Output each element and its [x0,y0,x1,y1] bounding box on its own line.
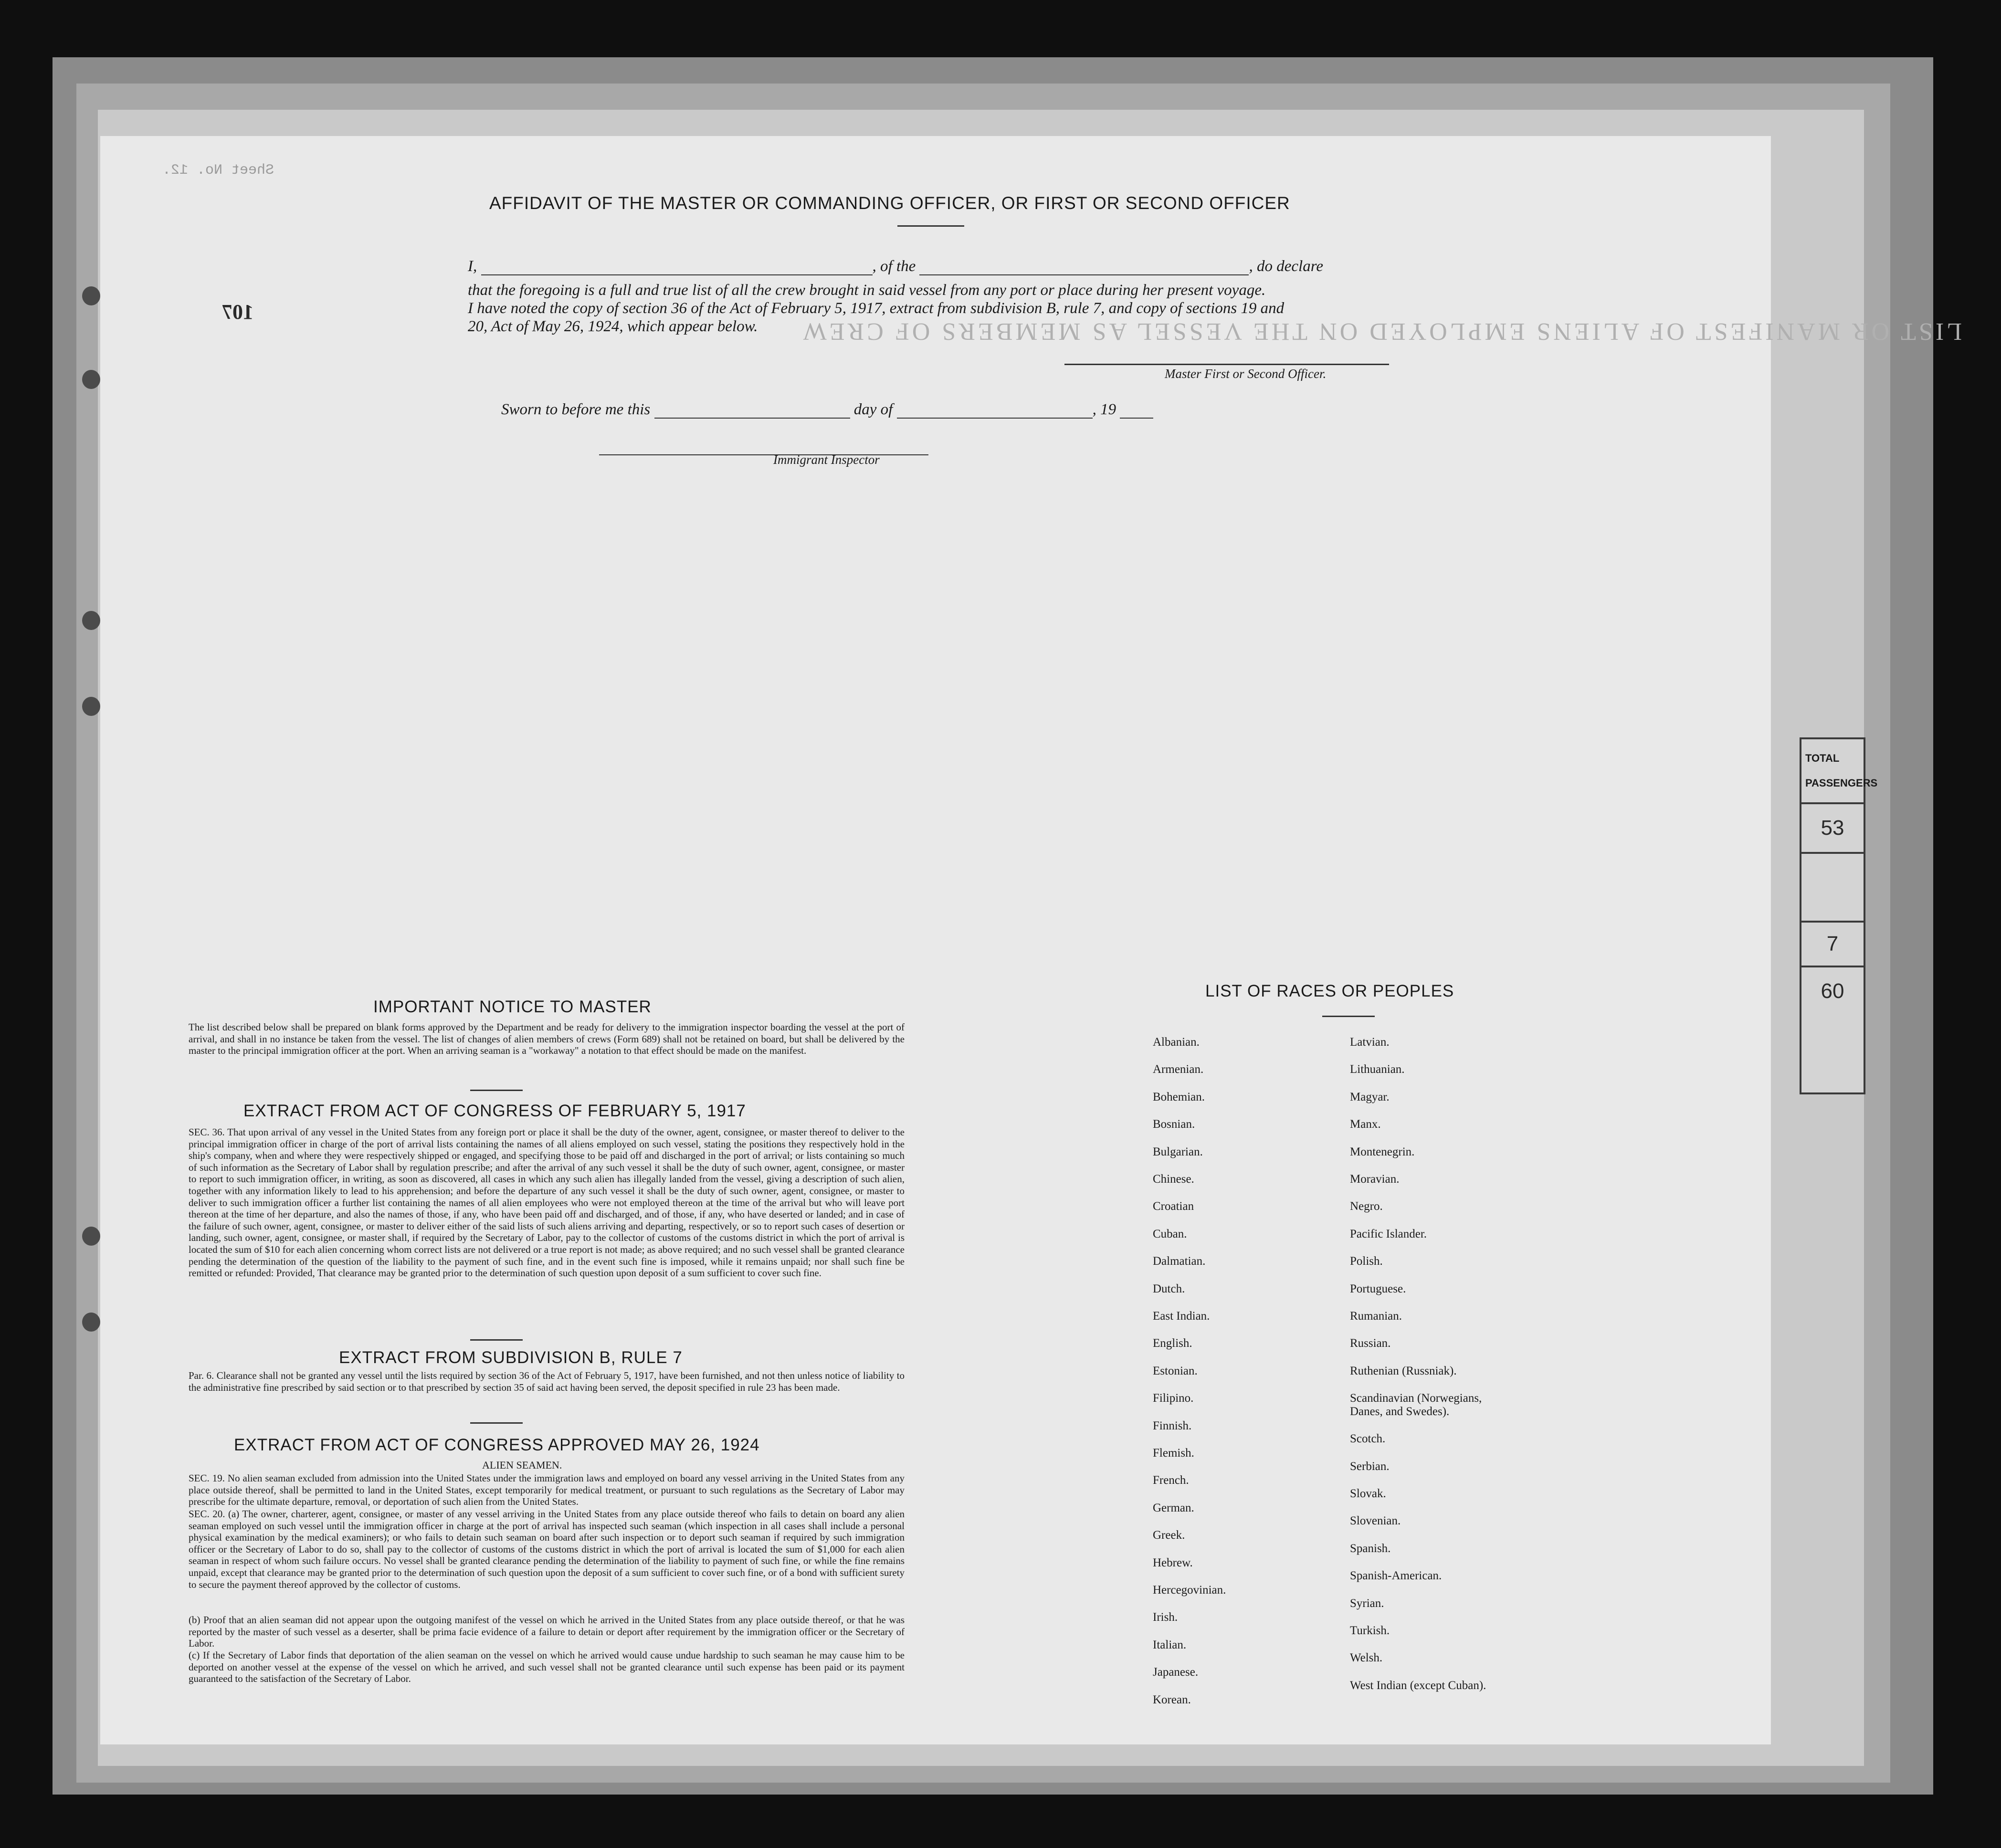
race-item: Magyar. [1350,1090,1390,1103]
sworn-line [501,401,1153,419]
race-item: Polish. [1350,1255,1383,1268]
affidavit-line-1 [468,258,1323,275]
race-item: English. [1153,1337,1192,1350]
total-value: 53 [1801,804,1864,854]
divider [470,1422,523,1424]
race-item: Welsh. [1350,1651,1383,1665]
inspector-label: Immigrant Inspector [773,452,880,467]
race-item: Hercegovinian. [1153,1584,1226,1596]
total-passengers-box [1800,737,1878,1094]
race-item: Spanish-American. [1350,1569,1442,1583]
race-item: Bohemian. [1153,1090,1205,1103]
race-item: Cuban. [1153,1227,1187,1240]
name-blank [481,263,873,275]
race-item: Bulgarian. [1153,1145,1203,1158]
year-blank [1120,406,1153,419]
total-value: 60 [1821,979,1844,1003]
divider [470,1339,523,1341]
divider [1322,1016,1375,1017]
total-value: 7 [1801,923,1864,967]
race-item: Croatian [1153,1200,1194,1213]
races-title: LIST OF RACES OR PEOPLES [1205,982,1454,1000]
race-item: Russian. [1350,1337,1391,1350]
race-item: Korean. [1153,1693,1191,1706]
race-item: Greek. [1153,1529,1185,1542]
extract-rule7-text: Par. 6. Clearance shall not be granted any vessel until the lists required by section 36 of the Act of February 5, 1917, have been furnished, and not then unless notice of liability to the administrative fine prescribed by said section or to that prescribed by section 35 of said act having been served, the deposit specified in rule 23 has been made. [189,1370,905,1393]
race-item: Scotch. [1350,1432,1386,1446]
race-item: Pacific Islander. [1350,1227,1427,1240]
year-text: , 19 [1092,401,1116,418]
race-item: Latvian. [1350,1036,1390,1049]
race-item: Ruthenian (Russniak). [1350,1364,1457,1377]
punch-hole [82,1312,100,1332]
race-item: German. [1153,1501,1194,1514]
vessel-blank [919,263,1249,275]
signature-line [1064,364,1389,365]
race-item: Moravian. [1350,1173,1400,1186]
affidavit-i: I, [468,258,477,275]
alien-seamen-subtitle: ALIEN SEAMEN. [482,1459,562,1471]
race-item: Irish. [1153,1611,1178,1624]
sheet-number: Sheet No. 12. [162,162,274,178]
sworn-text: Sworn to before me this [501,401,651,418]
punch-hole [82,611,100,630]
month-blank [897,406,1093,419]
extract-1924-title: EXTRACT FROM ACT OF CONGRESS APPROVED MAY 26, 1924 [234,1436,760,1454]
race-item: Finnish. [1153,1419,1192,1432]
race-item: Slovenian. [1350,1514,1401,1528]
race-item: Filipino. [1153,1392,1194,1405]
race-item: Bosnian. [1153,1118,1195,1131]
affidavit-line-4: 20, Act of May 26, 1924, which appear below. [468,318,758,335]
sec-20b-text: (b) Proof that an alien seaman did not appear upon the outgoing manifest of the vessel on which he arrived in the United States from any place outside thereof, or that he was reported by the master of such vessel as a deserter, shall be prima facie evidence of a failure to detain or deport after requirement by the immigration officer or the Secretary of Labor. [189,1614,905,1649]
affidavit-of-the: , of the [872,258,916,275]
punch-hole [82,697,100,716]
race-item: Japanese. [1153,1666,1199,1679]
race-item: Syrian. [1350,1596,1384,1610]
affidavit-line-2: that the foregoing is a full and true list of all the crew brought in said vessel from any port or place during her present voyage. [468,282,1266,299]
race-item: Slovak. [1350,1487,1386,1500]
race-item: Albanian. [1153,1036,1200,1049]
race-item: Hebrew. [1153,1556,1193,1569]
signature-label: Master First or Second Officer. [1165,367,1327,381]
race-item: Estonian. [1153,1364,1198,1377]
extract-1917-title: EXTRACT FROM ACT OF CONGRESS OF FEBRUARY 5, 1917 [243,1102,746,1120]
important-notice-title: IMPORTANT NOTICE TO MASTER [373,998,652,1016]
race-item: Turkish. [1350,1624,1390,1637]
day-blank [654,406,850,419]
race-item: Dalmatian. [1153,1255,1206,1268]
punch-hole [82,286,100,305]
race-item: Armenian. [1153,1063,1204,1076]
day-of-text: day of [853,401,893,418]
show-through-title: LIST OR MANIFEST OF ALIENS EMPLOYED ON THE VESSEL AS MEMBERS OF CREW [800,318,1962,345]
divider [470,1090,523,1091]
stamped-number: 107 [222,300,253,324]
race-item: Italian. [1153,1638,1187,1651]
punch-hole [82,370,100,389]
affidavit-line-3: I have noted the copy of section 36 of the Act of February 5, 1917, extract from subdivision B, rule 7, and copy of sections 19 and [468,300,1285,317]
race-item: Rumanian. [1350,1310,1402,1323]
total-passengers-header: TOTAL PASSENGERS [1801,739,1864,804]
race-item: Dutch. [1153,1282,1185,1295]
important-notice-text: The list described below shall be prepared on blank forms approved by the Department and be ready for delivery to the immigration inspector boarding the vessel at the port of arrival, and shall in no instance be taken from the vessel. The list of changes of alien members of crews (Form 689) shall not be retained on board, but shall be delivered by the master to the principal immigration officer at the port. When an arriving seaman is a "workaway" a notation to that effect should be made on the manifest. [189,1021,905,1057]
extract-rule7-title: EXTRACT FROM SUBDIVISION B, RULE 7 [339,1348,683,1367]
race-item: Spanish. [1350,1542,1391,1555]
race-item: West Indian (except Cuban). [1350,1679,1486,1692]
race-item: Montenegrin. [1350,1145,1415,1158]
affidavit-declare: , do declare [1249,258,1323,275]
race-item: Negro. [1350,1200,1383,1213]
race-item: East Indian. [1153,1310,1210,1323]
race-item: Serbian. [1350,1460,1390,1473]
divider [897,225,964,227]
race-item: Scandinavian (Norwegians, Danes, and Swedes). [1350,1392,1482,1418]
race-item: Portuguese. [1350,1282,1406,1295]
extract-1917-text: SEC. 36. That upon arrival of any vessel in the United States from any foreign port or place it shall be the duty of the owner, agent, consignee, or master thereof to deliver to the principal immigration officer in charge of the port of arrival lists containing the names of all aliens employed on such vessel, stating the positions they respectively hold in the ship's company, when and where they were respectively shipped or engaged, and specifying those to be paid off and discharged in the port of arrival; or lists containing so much of such information as the Secretary of Labor shall by regulation prescribe; and after the arrival of any such vessel it shall be the duty of such owner, agent, consignee, or master to report to such immigration officer, in writing, as soon as discovered, all cases in which any such alien has illegally landed from the vessel, giving a description of such alien, together with any information likely to lead to his apprehension; and before the departure of any such vessel it shall be the duty of such owner, agent, consignee, or master to deliver to such immigration officer a further list containing the names of all alien employees who were not employed thereon at the time of the arrival but who will leave port thereon at the time of her departure, and also the names of those, if any, who have been paid off and discharged, and of those, if any, who have deserted or landed; and in case of the failure of such owner, agent, consignee, or master to deliver either of the said lists of such aliens arriving and departing, respectively, or so to report such cases of desertion or landing, such owner, agent, consignee, or master shall, if required by the Secretary of Labor, pay to the collector of customs of the customs district in which the port of arrival is located the sum of $10 for each alien concerning whom correct lists are not delivered or a true report is not made; as above required; and no such vessel shall be granted clearance pending the determination of the question of the liability to the payment of such fine, and in the event such fine is imposed, while it remains unpaid; nor shall such fine be remitted or refunded: Provided, That clearance may be granted prior to the determination of such question upon deposit of a sum sufficient to cover such fine. [189,1126,905,1279]
race-item: Chinese. [1153,1173,1194,1186]
race-item: French. [1153,1474,1189,1487]
sec-20a-text: SEC. 20. (a) The owner, charterer, agent, consignee, or master of any vessel arriving in the United States from any place outside thereof who fails to detain on board any alien seaman employed on such vessel until the immigration officer in charge at the port of arrival has inspected such seaman (which inspection in all cases shall include a personal physical examination by the medical examiners); or who fails to detain such seaman on board after such inspection or to deport such seaman if required by such immigration officer or the Secretary of Labor to do so, shall pay to the collector of customs of the customs district in which the port of arrival is located the sum of $1,000 for each alien seaman in respect of whom such failure occurs. No vessel shall be granted clearance pending the determination of the liability to payment of such fine, or while the fine remains unpaid, except that clearance may be granted prior to the determination of such question upon the deposit of a sum sufficient to cover such fine, or of a bond with sufficient surety to secure the payment thereof approved by the collector of customs. [189,1508,905,1590]
race-item: Lithuanian. [1350,1063,1405,1076]
race-item: Manx. [1350,1118,1381,1131]
punch-hole [82,1227,100,1246]
affidavit-title: AFFIDAVIT OF THE MASTER OR COMMANDING OFFICER, OR FIRST OR SECOND OFFICER [489,193,1290,213]
race-item: Flemish. [1153,1447,1194,1460]
sec-19-text: SEC. 19. No alien seaman excluded from admission into the United States under the immigration laws and employed on board any vessel arriving in the United States from any place outside thereof, shall be permitted to land in the United States, except temporarily for medical treatment, or pursuant to such regulations as the Secretary of Labor may prescribe for the ultimate departure, removal, or deportation of such alien from the United States. [189,1472,905,1508]
sec-20c-text: (c) If the Secretary of Labor finds that deportation of the alien seaman on the vessel on which he arrived would cause undue hardship to such seaman he may cause him to be deported on another vessel at the expense of the vessel on which he arrived, and such vessel shall not be granted clearance until such expense has been paid or its payment guaranteed to the satisfaction of the Secretary of Labor. [189,1649,905,1685]
